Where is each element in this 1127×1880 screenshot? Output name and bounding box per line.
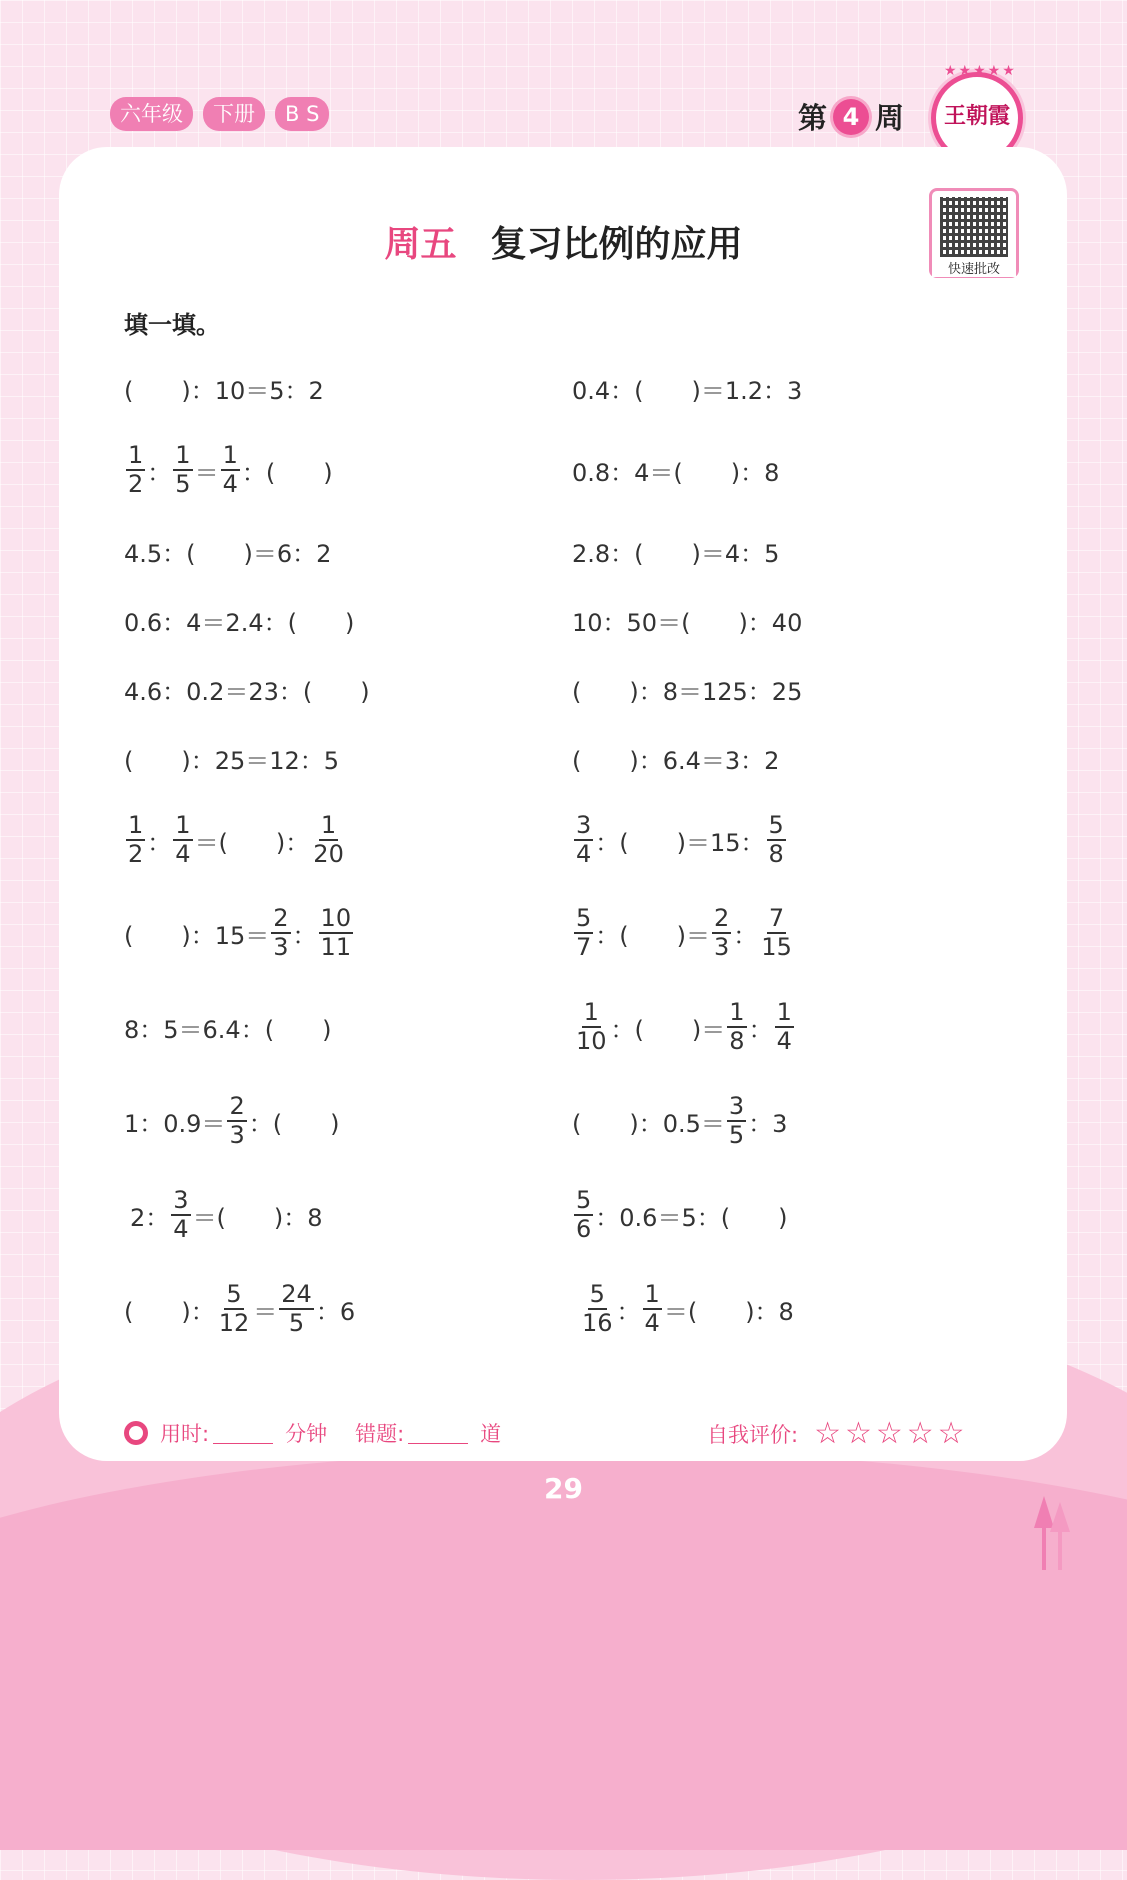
fraction-numerator: 1 (126, 443, 145, 471)
problem[interactable] (572, 659, 802, 719)
page-number: 29 (544, 1472, 583, 1505)
fraction-denominator: 4 (175, 840, 191, 868)
problem[interactable] (572, 1185, 787, 1245)
fraction-numerator: 2 (227, 1094, 246, 1122)
expression-text: ：( )＝15： (595, 828, 765, 857)
instruction: 填一填。 (124, 311, 220, 339)
problem[interactable] (572, 903, 796, 963)
fraction-denominator: 4 (222, 470, 238, 498)
fraction-denominator: 2 (128, 840, 144, 868)
fraction (217, 1279, 252, 1337)
qr-code-icon (940, 197, 1008, 257)
week-suffix: 周 (875, 101, 905, 135)
star-icon: ★★★★★ (944, 63, 1017, 79)
fraction-denominator: 4 (173, 1215, 189, 1243)
seal-text: 王朝霞 (943, 103, 1010, 129)
expression-text: 4.6：0.2＝23：( ) (124, 677, 370, 706)
fraction-numerator: 1 (221, 443, 240, 471)
qr-label: 快速批改 (932, 258, 1016, 277)
title-day: 周五 (384, 224, 457, 265)
rating-stars[interactable]: ☆☆☆☆☆ (814, 1416, 969, 1451)
fraction-numerator: 1 (173, 443, 192, 471)
fraction (712, 903, 731, 961)
fraction-denominator: 4 (576, 840, 592, 868)
qr-code[interactable] (929, 188, 1019, 278)
fraction-numerator: 1 (643, 1282, 662, 1310)
fraction (574, 810, 593, 868)
fraction-denominator: 8 (729, 1027, 745, 1055)
problem[interactable] (124, 728, 339, 788)
expression-text: ： (616, 1297, 641, 1326)
self-evaluation (707, 1416, 969, 1451)
fraction-numerator: 7 (767, 906, 786, 934)
fraction-denominator: 15 (761, 933, 792, 961)
problem[interactable] (572, 440, 779, 500)
time-unit: 分钟 (285, 1422, 328, 1446)
expression-text: ： (733, 921, 758, 950)
expression-text: ( )：15＝ (124, 921, 270, 950)
fraction (271, 903, 290, 961)
fraction-denominator: 8 (768, 840, 784, 868)
fraction-numerator: 10 (319, 906, 354, 934)
background-hill-front (0, 1450, 1127, 1850)
fraction-denominator: 5 (175, 470, 191, 498)
fraction (221, 440, 240, 498)
problem[interactable] (124, 358, 324, 418)
week-prefix: 第 (798, 101, 828, 135)
fraction-numerator: 5 (767, 813, 786, 841)
fraction-denominator: 6 (576, 1215, 592, 1243)
fraction-numerator: 5 (574, 906, 593, 934)
fraction (171, 1185, 190, 1243)
expression-text: ： (147, 458, 172, 487)
fraction (767, 810, 786, 868)
problem[interactable] (124, 1091, 339, 1151)
expression-text: ：6 (315, 1297, 356, 1326)
fraction-numerator: 5 (224, 1282, 243, 1310)
fraction-denominator: 16 (582, 1309, 613, 1337)
expression-text: 10：50＝( )：40 (572, 608, 803, 637)
expression-text: 1：0.9＝ (124, 1109, 226, 1138)
edition-tag: B S (275, 97, 329, 131)
problem[interactable] (130, 1185, 323, 1245)
fraction-numerator: 3 (727, 1094, 746, 1122)
expression-text: ＝( )：8 (192, 1203, 323, 1232)
fraction (227, 1091, 246, 1149)
problem[interactable] (578, 1279, 794, 1339)
expression-text: ( )：25＝12：5 (124, 746, 340, 775)
fraction (775, 997, 794, 1055)
fraction-numerator: 5 (588, 1282, 607, 1310)
problem[interactable] (572, 521, 779, 581)
expression-text: ：( )＝ (610, 1015, 726, 1044)
fraction (727, 1091, 746, 1149)
fraction-denominator: 12 (218, 1309, 250, 1337)
week-indicator (798, 96, 904, 137)
fraction-denominator: 20 (313, 840, 344, 868)
fraction-denominator: 3 (229, 1121, 245, 1149)
fraction-denominator: 7 (576, 933, 592, 961)
expression-text: ： (292, 921, 317, 950)
fraction-numerator: 2 (271, 906, 290, 934)
problem[interactable] (124, 521, 331, 581)
expression-text: ：( )＝ (595, 921, 711, 950)
problem[interactable] (572, 728, 779, 788)
problem[interactable] (572, 590, 802, 650)
problem[interactable] (572, 997, 796, 1057)
fraction (574, 997, 609, 1055)
errors-unit: 道 (480, 1422, 502, 1446)
fraction-numerator: 1 (727, 1000, 746, 1028)
expression-text: 0.6：4＝2.4：( ) (124, 608, 355, 637)
footer-time-errors (124, 1418, 501, 1448)
expression-text: ＝( )：8 (663, 1297, 794, 1326)
problem[interactable] (124, 997, 331, 1057)
expression-text: ( )：10＝5：2 (124, 376, 324, 405)
expression-text: ：( ) (241, 458, 333, 487)
time-input-blank[interactable] (213, 1423, 273, 1444)
expression-text: ＝( )： (194, 828, 310, 857)
stopwatch-icon (124, 1421, 148, 1445)
worksheet-card (59, 147, 1067, 1461)
fraction (311, 810, 346, 868)
fraction-denominator: 4 (776, 1027, 792, 1055)
fraction-denominator: 5 (288, 1309, 305, 1337)
fraction-denominator: 3 (273, 933, 289, 961)
expression-text: 2.8：( )＝4：5 (572, 539, 780, 568)
errors-input-blank[interactable] (408, 1423, 468, 1444)
expression-text: 8：5＝6.4：( ) (124, 1015, 332, 1044)
grade-tags (110, 97, 329, 131)
self-eval-label: 自我评价: (707, 1422, 799, 1447)
expression-text: 0.4：( )＝1.2：3 (572, 376, 803, 405)
problem[interactable] (572, 358, 802, 418)
problem[interactable] (572, 1091, 787, 1151)
expression-text: 2： (130, 1203, 170, 1232)
fraction-numerator: 3 (574, 813, 593, 841)
fraction (319, 903, 354, 961)
problem[interactable] (124, 810, 348, 870)
fraction-denominator: 2 (128, 470, 144, 498)
grade-tag: 六年级 (110, 97, 193, 131)
expression-text: ：0.6＝5：( ) (595, 1203, 788, 1232)
problem[interactable] (124, 1279, 355, 1339)
fraction-numerator: 24 (279, 1282, 314, 1310)
expression-text: ： (147, 828, 172, 857)
fraction (173, 440, 192, 498)
time-label: 用时: (160, 1422, 210, 1446)
expression-text: ＝ (253, 1297, 278, 1326)
week-number: 4 (833, 99, 869, 135)
fraction (126, 440, 145, 498)
expression-text: ( )：0.5＝ (572, 1109, 725, 1138)
volume-tag: 下册 (203, 97, 265, 131)
errors-label: 错题: (355, 1422, 405, 1446)
fraction-numerator: 3 (171, 1188, 190, 1216)
fraction-denominator: 10 (576, 1027, 607, 1055)
expression-text: ( )：8＝125：25 (572, 677, 803, 706)
fraction-numerator: 1 (173, 813, 192, 841)
fraction (643, 1279, 662, 1337)
arrow-decoration-icon (1030, 1492, 1074, 1570)
fraction (126, 810, 145, 868)
expression-text: ( )：6.4＝3：2 (572, 746, 780, 775)
expression-text: ： (748, 1015, 773, 1044)
fraction-denominator: 11 (320, 933, 352, 961)
fraction (279, 1279, 314, 1337)
problem[interactable] (124, 440, 333, 500)
expression-text: 4.5：( )＝6：2 (124, 539, 332, 568)
fraction-numerator: 1 (126, 813, 145, 841)
fraction-numerator: 1 (582, 1000, 601, 1028)
expression-text: 0.8：4＝( )：8 (572, 458, 780, 487)
fraction-numerator: 1 (775, 1000, 794, 1028)
expression-text: ＝ (194, 458, 219, 487)
fraction (727, 997, 746, 1055)
fraction-numerator: 2 (712, 906, 731, 934)
fraction-denominator: 3 (714, 933, 730, 961)
title-topic: 复习比例的应用 (490, 224, 743, 265)
expression-text: ( )： (124, 1297, 215, 1326)
problem[interactable] (124, 659, 370, 719)
fraction (574, 1185, 593, 1243)
expression-text: ：( ) (248, 1109, 340, 1138)
fraction (173, 810, 192, 868)
fraction-denominator: 4 (644, 1309, 660, 1337)
fraction-denominator: 5 (728, 1121, 745, 1149)
fraction-numerator: 5 (574, 1188, 593, 1216)
problem[interactable] (124, 903, 355, 963)
fraction (759, 903, 794, 961)
expression-text: ：3 (748, 1109, 788, 1138)
fraction (574, 903, 593, 961)
problem[interactable] (124, 590, 354, 650)
fraction-numerator: 1 (319, 813, 338, 841)
problem[interactable] (572, 810, 788, 870)
fraction (580, 1279, 615, 1337)
